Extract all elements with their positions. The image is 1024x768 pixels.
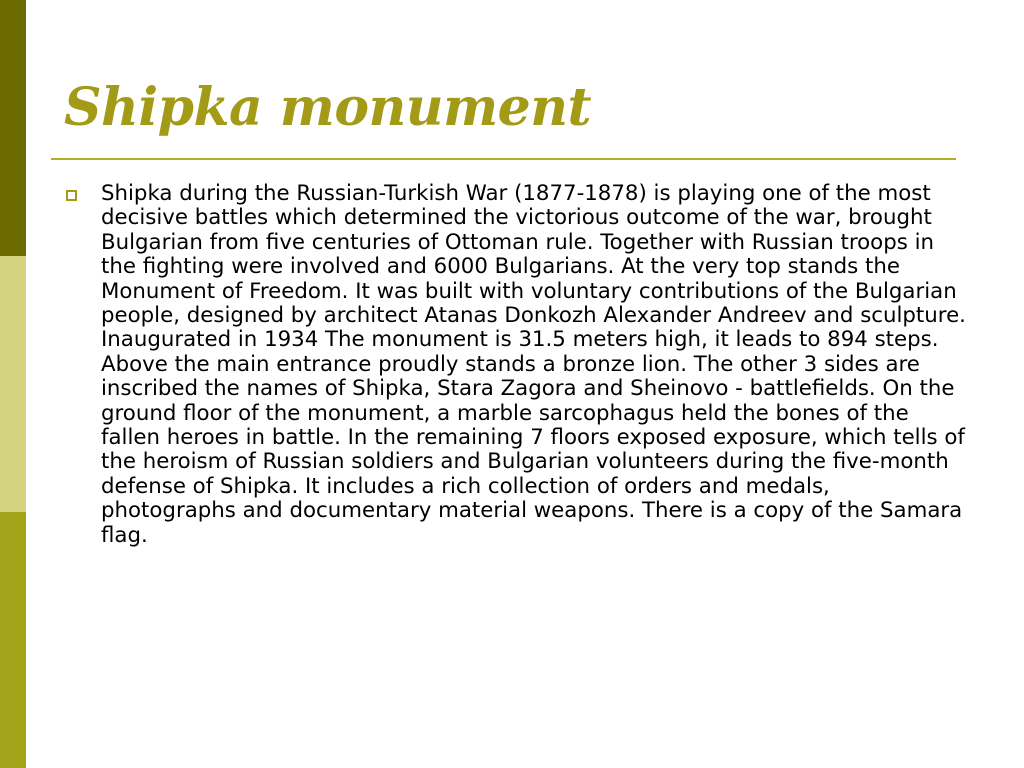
sidebar-band-dark: [0, 0, 26, 256]
title-underline-divider: [51, 158, 956, 160]
slide-title: Shipka monument: [64, 77, 592, 138]
sidebar-band-light: [0, 256, 26, 512]
square-bullet-icon: [66, 190, 77, 201]
bullet-paragraph: Shipka during the Russian-Turkish War (1877-1878) is playing one of the most decisive battles which determined the victorious outcome of the war, brought Bulgarian from five centuries of Ottoman rule. Together with Russian troops in the fighting were involved and 6000 Bulgarians. At the very top stands the Monument of Freedom. It was built with voluntary contributions of the Bulgarian people, designed by architect Atanas Donkozh Alexander Andreev and sculpture. Inaugurated in 1934 The monument is 31.5 meters high, it leads to 894 steps. Above the main entrance proudly stands a bronze lion. The other 3 sides are inscribed the names of Shipka, Stara Zagora and Sheinovo - battlefields. On the ground floor of the monument, a marble sarcophagus held the bones of the fallen heroes in battle. In the remaining 7 floors exposed exposure, which tells of the heroism of Russian soldiers and Bulgarian volunteers during the five-month defense of Shipka. It includes a rich collection of orders and medals, photographs and documentary material weapons. There is a copy of the Samara flag.: [101, 181, 966, 548]
sidebar-band-medium: [0, 512, 26, 768]
